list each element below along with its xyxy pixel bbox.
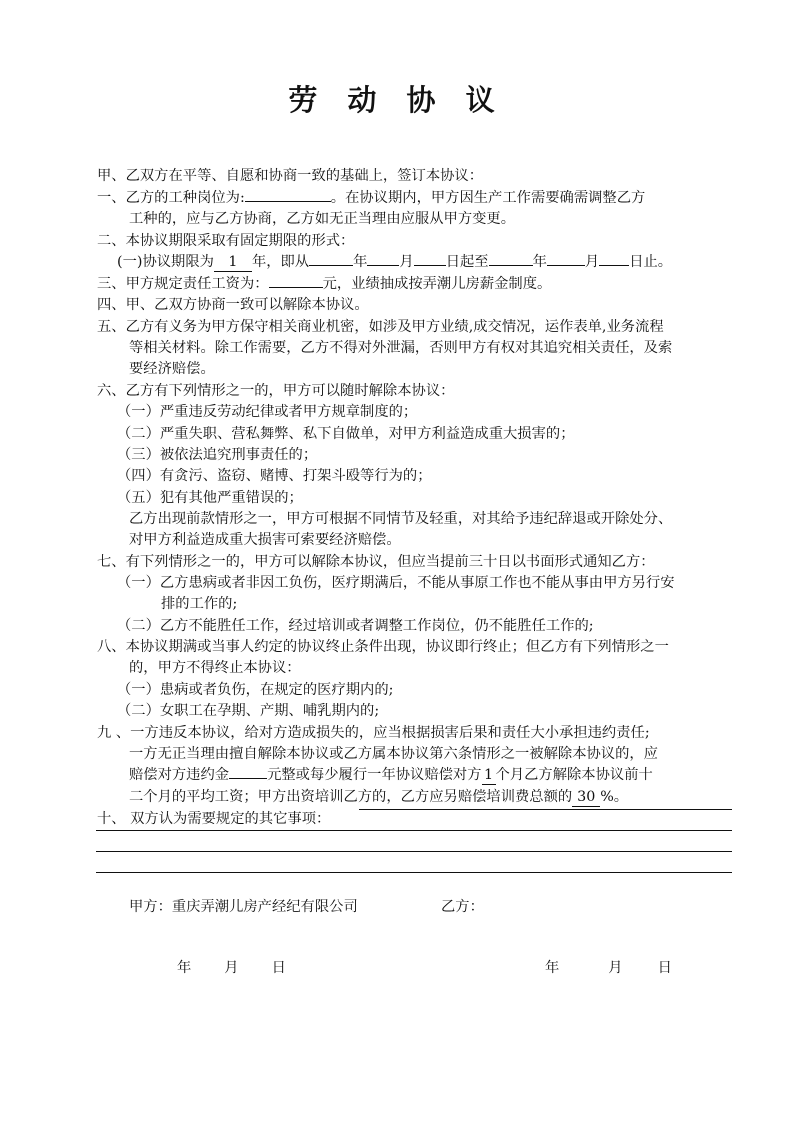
term-from-label: 年，即从 [251, 254, 310, 270]
end-year-label: 年 [532, 254, 547, 270]
term-years-value: 1 [214, 254, 252, 272]
clause-6-item-4: （四）有贪污、盗窃、赌博、打架斗殴等行为的； [117, 468, 432, 484]
party-a-date-month: 月 [224, 960, 239, 976]
clause-2-heading: 二、本协议期限采取有固定期限的形式： [97, 233, 355, 249]
clause-7-item-1-line-1: （一）乙方患病或者非因工负伤，医疗期满后，不能从事原工作也不能从事由甲方另行安 [117, 575, 675, 591]
party-b-signature: 乙方： [441, 899, 484, 915]
start-day-blank [414, 265, 446, 266]
salary-text: 元，业绩抽成按弄潮儿房薪金制度。 [322, 276, 552, 292]
clause-8-line-1: 八、本协议期满或当事人约定的协议终止条件出现，协议即行终止；但乙方有下列情形之一 [97, 639, 669, 655]
clause-5-line-2: 等相关材料。除工作需要，乙方不得对外泄漏，否则甲方有权对其追究相关责任，及索 [129, 340, 673, 356]
clause-3-line [97, 274, 551, 294]
start-month-blank [367, 265, 399, 266]
party-b-date-month: 月 [608, 960, 623, 976]
start-day-label: 日起至 [445, 254, 489, 270]
party-a-date [177, 958, 286, 978]
clause-10-label: 十、 双方认为需要规定的其它事项： [97, 811, 331, 827]
clause-2-term-line [117, 252, 672, 272]
penalty-text: 元整或每少履行一年协议赔偿对方 [267, 767, 482, 783]
clause-1-line-2: 工种的，应与乙方协商，乙方如无正当理由应服从甲方变更。 [129, 211, 516, 227]
start-year-label: 年 [353, 254, 368, 270]
clause-5-line-1: 五、乙方有义务为甲方保守相关商业机密，如涉及甲方业绩,成交情况，运作表单,业务流程 [97, 319, 664, 335]
penalty-amount-blank [229, 778, 267, 779]
clause-7-heading: 七、有下列情形之一的，甲方可以解除本协议，但应当提前三十日以书面形式通知乙方： [97, 554, 655, 570]
penalty-text-2: 个月乙方解除本协议前十 [495, 767, 653, 783]
end-month-label: 月 [584, 254, 600, 270]
training-fee-percent-value: 30 [572, 789, 600, 807]
clause-1-text-b: 。在协议期内，甲方因生产工作需要确需调整乙方 [330, 190, 646, 206]
training-fee-text: 二个月的平均工资；甲方出资培训乙方的，乙方应另赔偿培训费总额的 [129, 789, 573, 805]
start-month-label: 月 [399, 254, 414, 270]
intro-line: 甲、乙双方在平等、自愿和协商一致的基础上，签订本协议： [97, 168, 484, 184]
percent-sign: %。 [600, 789, 629, 805]
job-position-blank [245, 201, 331, 202]
other-matters-blank-4 [96, 872, 732, 873]
clause-7-item-2: （二）乙方不能胜任工作，经过培训或者调整工作岗位，仍不能胜任工作的; [117, 618, 594, 634]
clause-9-line-1: 九 、一方违反本协议，给对方造成损失的，应当根据损害后果和责任大小承担违约责任; [97, 725, 650, 741]
other-matters-blank-3 [96, 851, 732, 852]
penalty-months-value: 1 [482, 767, 496, 785]
clause-8-line-2: 的，甲方不得终止本协议： [129, 660, 301, 676]
clause-9-line-3 [129, 765, 653, 785]
end-year-blank [489, 265, 533, 266]
clause-6-item-5: （五）犯有其他严重错误的； [117, 490, 303, 506]
clause-1-line-1 [97, 188, 645, 208]
clause-6-note-line-2: 对甲方利益造成重大损害可索要经济赔偿。 [129, 532, 401, 548]
clause-6-item-1: （一）严重违反劳动纪律或者甲方规章制度的； [117, 404, 418, 420]
clause-7-item-1-line-2: 排的工作的; [161, 596, 238, 612]
party-a-signature: 甲方：重庆弄潮儿房产经纪有限公司 [129, 899, 358, 915]
end-day-label: 日止。 [629, 254, 673, 270]
clause-6-item-2: （二）严重失职、营私舞弊、私下自做单，对甲方利益造成重大损害的； [117, 426, 575, 442]
end-month-blank [547, 265, 585, 266]
clause-8-item-1: （一）患病或者负伤，在规定的医疗期内的; [117, 682, 394, 698]
end-day-blank [599, 265, 629, 266]
party-b-date [545, 958, 672, 978]
party-a-date-day: 日 [271, 960, 286, 976]
party-a-date-year: 年 [177, 960, 192, 976]
party-b-date-year: 年 [545, 960, 560, 976]
clause-1-text-a: 一、乙方的工种岗位为: [97, 190, 245, 206]
start-year-blank [309, 265, 353, 266]
clause-9-line-4 [129, 787, 628, 807]
clause-6-note-line-1: 乙方出现前款情形之一，甲方可根据不同情节及轻重，对其给予违纪辞退或开除处分、 [129, 511, 673, 527]
other-matters-blank-2 [96, 830, 732, 831]
party-b-date-day: 日 [657, 960, 672, 976]
clause-9-line-2: 一方无正当理由擅自解除本协议或乙方属本协议第六条情形之一被解除本协议的，应 [129, 746, 658, 762]
clause-5-line-3: 要经济赔偿。 [129, 361, 215, 377]
clause-8-item-2: （二）女职工在孕期、产期、哺乳期内的; [117, 703, 380, 719]
other-matters-blank-1 [359, 809, 732, 810]
penalty-label: 赔偿对方违约金 [129, 767, 230, 783]
clause-6-item-3: （三）被依法追究刑事责任的； [117, 447, 318, 463]
term-label: (一)协议期限为 [117, 254, 214, 270]
salary-label: 三、甲方规定责任工资为： [97, 276, 269, 292]
clause-6-heading: 六、乙方有下列情形之一的，甲方可以随时解除本协议： [97, 383, 455, 399]
clause-4-line: 四、甲、乙双方协商一致可以解除本协议。 [97, 297, 369, 313]
document-title: 劳 动 协 议 [288, 83, 505, 117]
salary-blank [269, 287, 323, 288]
